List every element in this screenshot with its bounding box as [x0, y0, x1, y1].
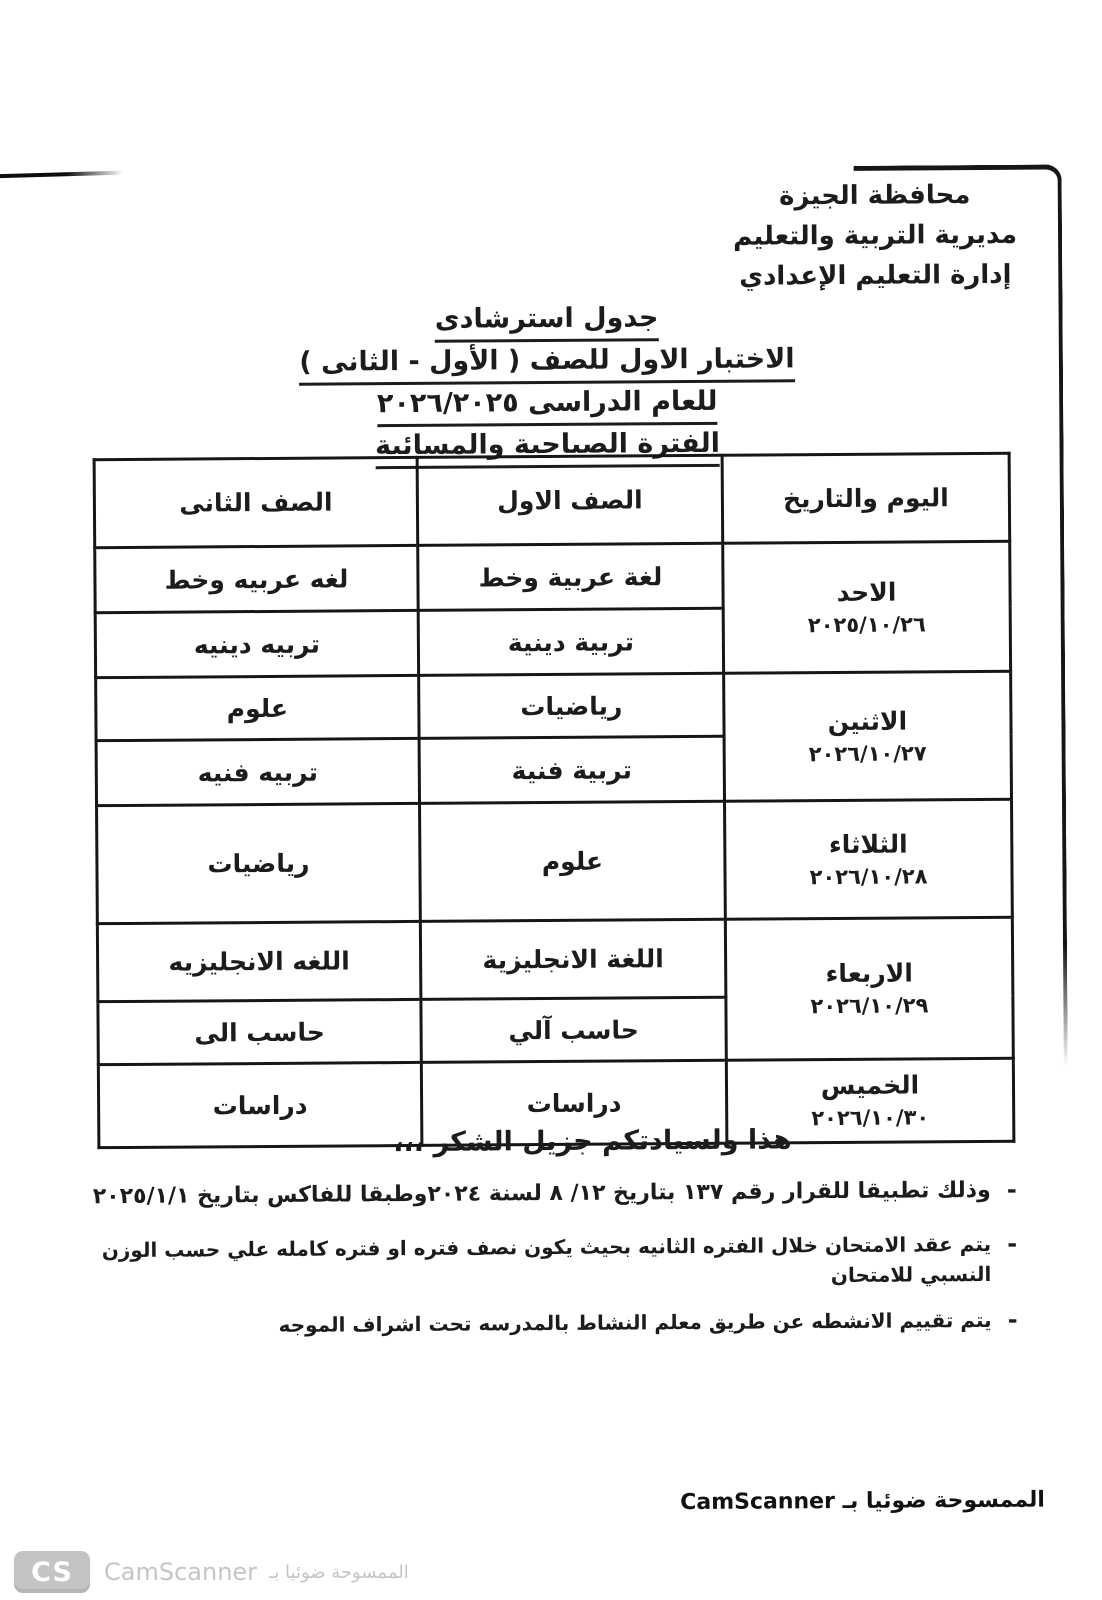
note-dash-marker: -	[1007, 1229, 1018, 1258]
note-dash-marker: -	[1007, 1305, 1018, 1334]
page-edge-fade	[1039, 946, 1082, 1096]
title-line-2: الاختبار الاول للصف ( الأول - الثانى )	[299, 340, 795, 385]
day-name: الاحد	[836, 577, 897, 607]
day-date: ٢٠٢٥/١٠/٢٦	[807, 611, 926, 637]
camscanner-footer-bar	[0, 1544, 1102, 1600]
day-cell-tuesday	[725, 799, 1013, 919]
column-header-day-date: اليوم والتاريخ	[722, 453, 1010, 543]
day-date: ٢٠٢٦/١٠/٣٠	[811, 1105, 930, 1131]
subject-grade1: حاسب آلي	[421, 997, 726, 1062]
table-row	[97, 799, 1013, 923]
note-text: وذلك تطبيقا للقرار رقم ١٣٧ بتاريخ ١٢/ ٨ لسنة ٢٠٢٤وطبقا للفاكس بتاريخ ٢٠٢٥/١/١	[92, 1177, 991, 1210]
subject-grade1: تربية فنية	[419, 736, 724, 803]
camscanner-stamp-text: الممسوحة ضوئيا بـ CamScanner	[680, 1487, 1045, 1516]
subject-grade1: رياضيات	[419, 673, 724, 738]
document-title	[237, 298, 858, 470]
table-row	[97, 917, 1013, 1001]
closing-thanks-line: هذا ولسيادتكم جزيل الشكر ،،،	[393, 1124, 792, 1159]
notes-list	[57, 1175, 1018, 1342]
title-line-1: جدول استرشادى	[435, 299, 659, 343]
subject-grade2: علوم	[96, 675, 419, 740]
note-item	[58, 1305, 1018, 1342]
note-dash-marker: -	[1006, 1175, 1017, 1204]
subject-grade2: تربيه دينيه	[95, 610, 418, 677]
camscanner-footer-arabic-label: الممسوحة ضوئيا بـ	[269, 1561, 409, 1583]
org-directorate: مديرية التربية والتعليم	[732, 219, 1018, 252]
column-header-grade1: الصف الاول	[417, 455, 723, 545]
org-administration: إدارة التعليم الإعدادي	[739, 259, 1012, 292]
table-header-row	[94, 453, 1010, 547]
note-item	[57, 1229, 1017, 1296]
page-edge-line-topleft	[0, 171, 124, 179]
subject-grade1: علوم	[420, 801, 726, 921]
org-governorate: محافظة الجيزة	[779, 180, 971, 212]
note-item	[57, 1175, 1017, 1214]
subject-grade1: اللغة الانجليزية	[420, 919, 726, 999]
day-name: الخميس	[820, 1070, 920, 1101]
subject-grade2: تربيه فنيه	[96, 738, 419, 805]
subject-grade1: دراسات	[421, 1060, 727, 1145]
subject-grade2: رياضيات	[97, 803, 421, 923]
day-cell-monday	[724, 671, 1012, 801]
org-header	[710, 175, 1041, 297]
camscanner-brand-label: CamScanner	[104, 1558, 258, 1586]
column-header-grade2: الصف الثانى	[94, 457, 418, 547]
day-name: الاربعاء	[825, 958, 913, 989]
subject-grade2: دراسات	[98, 1062, 422, 1147]
note-text: يتم تقييم الانشطه عن طريق معلم النشاط بالمدرسه تحت اشراف الموجه	[278, 1307, 992, 1337]
subject-grade2: اللغه الانجليزيه	[97, 921, 421, 1001]
subject-grade2: لغه عربيه وخط	[95, 545, 418, 612]
subject-grade2: حاسب الى	[98, 999, 421, 1064]
day-date: ٢٠٢٦/١٠/٢٩	[810, 993, 929, 1019]
table-row	[96, 671, 1011, 740]
day-name: الثلاثاء	[828, 829, 908, 859]
camscanner-cs-logo-icon: CS	[14, 1551, 90, 1593]
day-name: الاثنين	[827, 706, 908, 736]
subject-grade1: تربية دينية	[418, 608, 723, 675]
exam-schedule-table	[93, 452, 1016, 1149]
day-date: ٢٠٢٦/١٠/٢٧	[808, 740, 927, 766]
title-line-3: للعام الدراسى ٢٠٢٦/٢٠٢٥	[377, 383, 718, 427]
subject-grade1: لغة عربية وخط	[418, 543, 723, 610]
day-cell-sunday	[723, 541, 1011, 673]
day-date: ٢٠٢٦/١٠/٢٨	[809, 863, 928, 889]
note-text: يتم عقد الامتحان خلال الفتره الثانيه بحيث يكون نصف فتره او فتره كامله علي حسب الوزن النسبي للامتحان	[101, 1231, 992, 1288]
day-cell-wednesday	[725, 917, 1013, 1060]
title-line-4: الفترة الصباحية والمسائية	[375, 425, 720, 469]
table-row	[95, 541, 1010, 612]
